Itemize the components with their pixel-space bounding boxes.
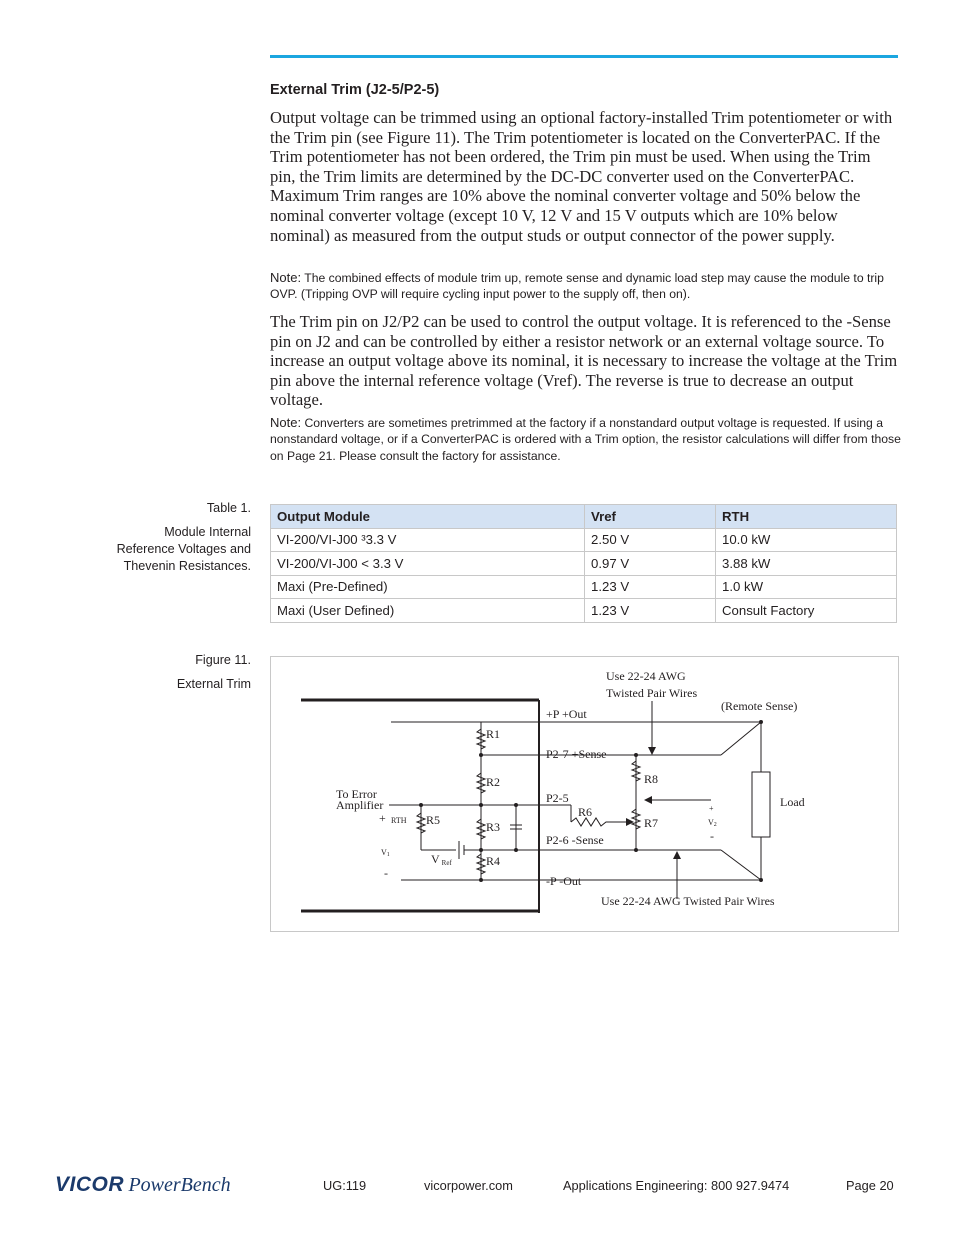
label-r3: R3 (486, 820, 501, 834)
cell-vref: 0.97 V (585, 552, 716, 576)
figure-caption-subtitle: External Trim (176, 677, 251, 691)
label-r4: R4 (486, 854, 501, 868)
footer-website: vicorpower.com (424, 1178, 513, 1193)
paragraph-trim-pin: The Trim pin on J2/P2 can be used to control the output voltage. It is referenced to the -Sense pin on J2 and can be controlled by either a resistor network or an external voltage source. To increase an output voltage above its nominal, it is necessary to increase the voltage at the Trim pin above the internal reference voltage (Vref). The reverse is true to decrease an output voltage. (270, 312, 898, 410)
figure-caption-title: Figure 11. (195, 653, 251, 667)
trim-schematic (271, 657, 898, 931)
label-rth: RTH (391, 816, 407, 825)
cell-output-module: VI-200/VI-J00 ³3.3 V (271, 528, 585, 552)
label-v1: V1 (381, 848, 390, 858)
table-row (271, 528, 897, 552)
label-awg-bottom: Use 22-24 AWG Twisted Pair Wires (601, 894, 775, 908)
label-r2: R2 (486, 775, 501, 789)
label-r7: R7 (644, 816, 659, 830)
label-minus-out: -P -Out (546, 874, 582, 888)
table-caption-line: Reference Voltages and (116, 542, 251, 556)
footer-doc-id: UG:119 (323, 1178, 367, 1193)
header-vref: Vref (585, 505, 716, 529)
label-vref: V Ref (431, 852, 452, 867)
top-rule (270, 55, 898, 58)
footer-page-number: Page 20 (846, 1178, 894, 1193)
label-awg-top-2: Twisted Pair Wires (606, 686, 698, 700)
note-label: Note: (270, 415, 302, 430)
footer-apps-engineering: Applications Engineering: 800 927.9474 (563, 1178, 790, 1193)
table-caption-title: Table 1. (206, 501, 251, 515)
label-r5: R5 (426, 813, 441, 827)
table-header-row (271, 505, 897, 529)
note-ovp (270, 270, 902, 303)
section-heading: External Trim (J2-5/P2-5) (270, 82, 440, 98)
label-awg-top-1: Use 22-24 AWG (606, 669, 686, 683)
label-r6: R6 (578, 805, 593, 819)
cell-vref: 1.23 V (585, 575, 716, 599)
table-row (271, 575, 897, 599)
note-pretrim (270, 415, 902, 464)
label-p25: P2-5 (546, 791, 569, 805)
label-v2-plus: + (709, 804, 714, 813)
label-v2-minus: - (710, 829, 714, 843)
table-row (271, 599, 897, 623)
cell-rth: 1.0 kW (716, 575, 897, 599)
table-row (271, 552, 897, 576)
label-minus: - (384, 866, 388, 880)
cell-rth: 10.0 kW (716, 528, 897, 552)
label-amplifier: Amplifier (336, 798, 384, 812)
cell-rth: Consult Factory (716, 599, 897, 623)
figure-caption (177, 652, 251, 693)
label-load: Load (780, 795, 805, 809)
header-output-module: Output Module (271, 505, 585, 529)
table-caption (117, 500, 251, 575)
cell-output-module: Maxi (Pre-Defined) (271, 575, 585, 599)
cell-rth: 3.88 kW (716, 552, 897, 576)
cell-vref: 2.50 V (585, 528, 716, 552)
cell-output-module: VI-200/VI-J00 < 3.3 V (271, 552, 585, 576)
label-v2: V2 (708, 818, 717, 828)
note-text: Converters are sometimes pretrimmed at the factory if a nonstandard output voltage is requested. If using a nonstandard voltage, or if a ConverterPAC is ordered with a Trim option, the resistor calculations will differ from those on Page 21. Please consult the factory for assistance. (270, 416, 901, 463)
label-r8: R8 (644, 772, 659, 786)
logo-powerbench: PowerBench (128, 1174, 231, 1196)
label-plus-sense: P2-7 +Sense (546, 747, 607, 761)
figure-external-trim (270, 656, 899, 932)
vicor-powerbench-logo (55, 1173, 231, 1199)
paragraph-trim-intro: Output voltage can be trimmed using an optional factory-installed Trim potentiometer or with the Trim pin (see Figure 11). The Trim potentiometer is located on the ConverterPAC. If the Trim potentiometer has not been ordered, the Trim pin must be used. When using the Trim pin, the Trim limits are determined by the DC-DC converter used on the ConverterPAC. Maximum Trim ranges are 10% above the nominal converter voltage and 50% below the nominal converter voltage (except 10 V, 12 V and 15 V outputs which are 10% below nominal) as measured from the output studs or output connector of the power supply. (270, 108, 893, 245)
cell-vref: 1.23 V (585, 599, 716, 623)
reference-voltage-table (270, 504, 897, 623)
header-rth: RTH (716, 505, 897, 529)
logo-vicor: VICOR (55, 1173, 125, 1196)
note-label: Note: (270, 270, 302, 285)
label-plus-out: +P +Out (546, 707, 587, 721)
label-minus-sense: P2-6 -Sense (546, 833, 604, 847)
label-remote-sense: (Remote Sense) (721, 699, 798, 713)
cell-output-module: Maxi (User Defined) (271, 599, 585, 623)
table-caption-line: Module Internal (164, 525, 251, 539)
label-plus: + (379, 811, 386, 825)
table-caption-line: Thevenin Resistances. (123, 559, 251, 573)
note-text: The combined effects of module trim up, remote sense and dynamic load step may cause the module to trip OVP. (Tripping OVP will require cycling input power to the supply off, then on). (270, 271, 884, 302)
label-r1: R1 (486, 727, 501, 741)
label-to-error: To Error (336, 787, 377, 801)
